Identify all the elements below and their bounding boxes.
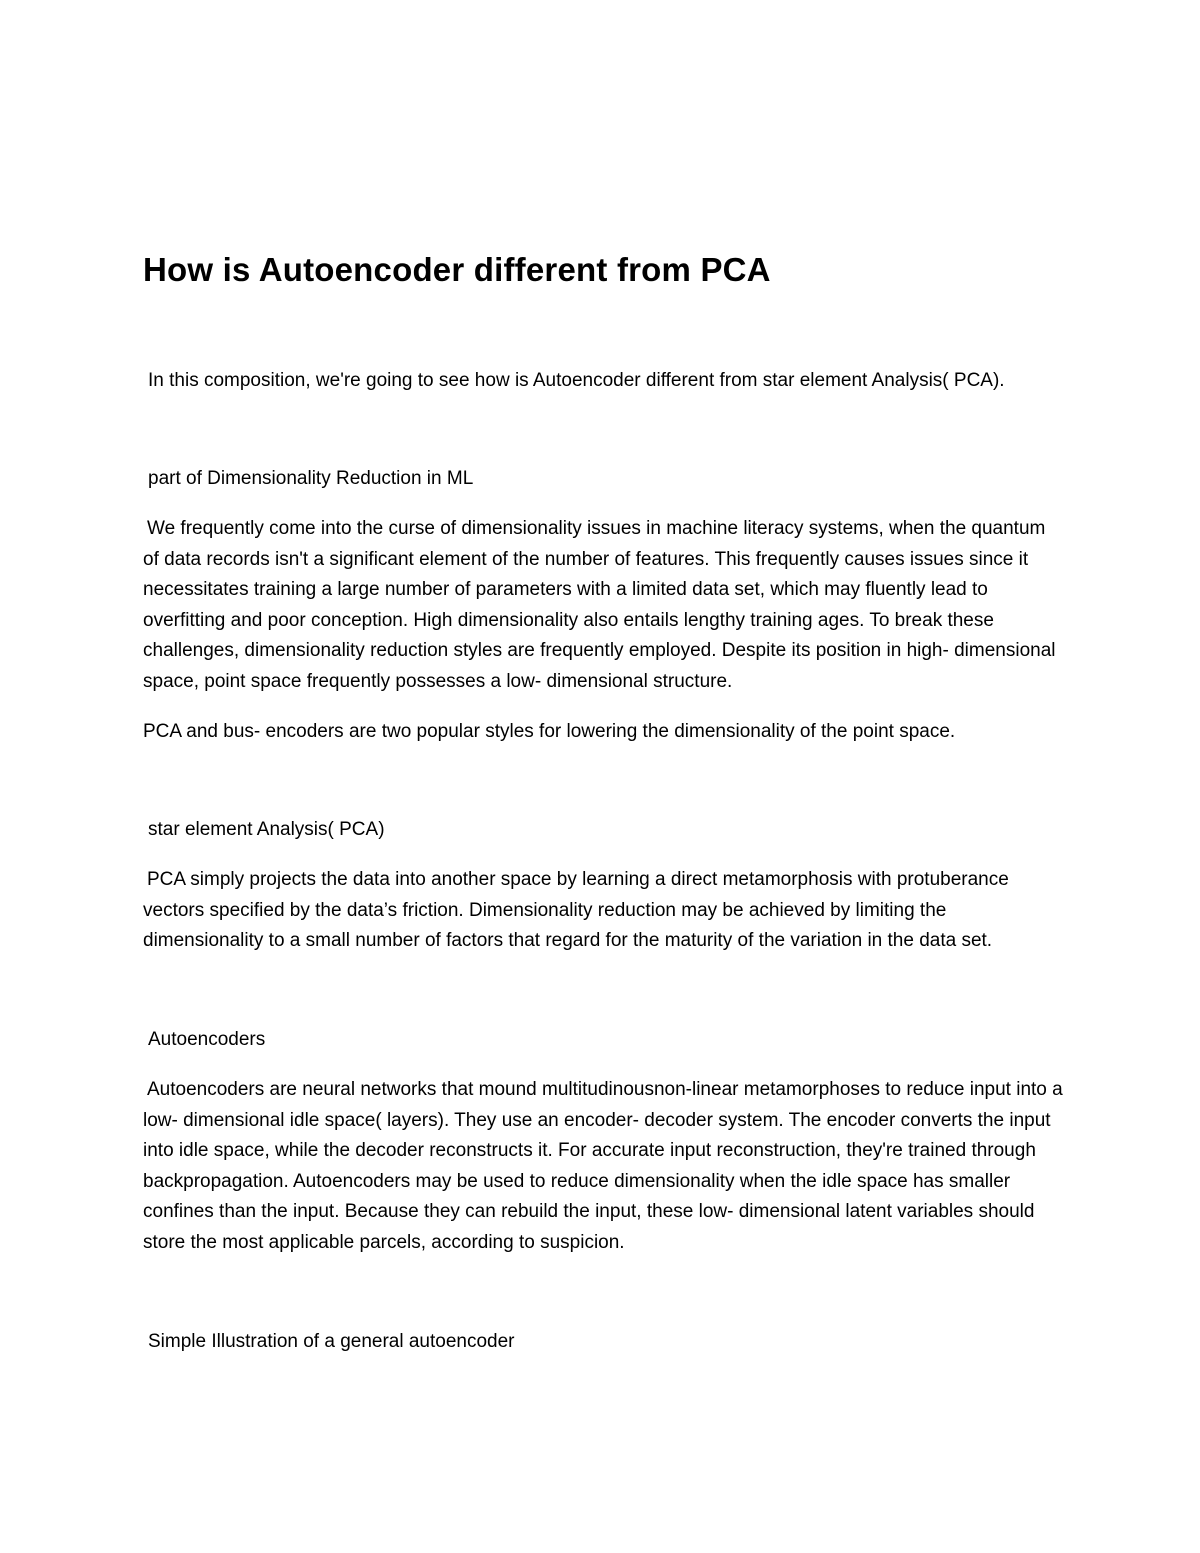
- section-heading-illustration: Simple Illustration of a general autoencoder: [148, 1331, 515, 1352]
- pca-paragraph: PCA simply projects the data into another space by learning a direct metamorphosis with protuberance vectors specified by the data’s friction. Dimensionality reduction may be achieved by limiting the dimensionality to a small number of factors that regard for the maturity of the variation in the data set.: [143, 869, 1009, 951]
- section-heading-pca: star element Analysis( PCA): [148, 819, 385, 840]
- styles-paragraph: PCA and bus- encoders are two popular styles for lowering the dimensionality of the point space.: [143, 721, 956, 742]
- section-heading-dimensionality: part of Dimensionality Reduction in ML: [148, 468, 474, 489]
- document-title: How is Autoencoder different from PCA: [143, 251, 771, 288]
- dimensionality-paragraph: We frequently come into the curse of dimensionality issues in machine literacy systems, when the quantum of data records isn't a significant element of the number of features. This frequently causes issues since it necessitates training a large number of parameters with a limited data set, which may fluently lead to overfitting and poor conception. High dimensionality also entails lengthy training ages. To break these challenges, dimensionality reduction styles are frequently employed. Despite its position in high- dimensional space, point space frequently possesses a low- dimensional structure.: [143, 518, 1056, 692]
- autoencoders-paragraph: Autoencoders are neural networks that mound multitudinousnon-linear metamorphoses to reduce input into a low- dimensional idle space( layers). They use an encoder- decoder system. The encoder converts the input into idle space, while the decoder reconstructs it. For accurate input reconstruction, they're trained through backpropagation. Autoencoders may be used to reduce dimensionality when the idle space has smaller confines than the input. Because they can rebuild the input, these low- dimensional latent variables should store the most applicable parcels, according to suspicion.: [143, 1079, 1063, 1253]
- section-heading-autoencoders: Autoencoders: [148, 1029, 266, 1050]
- intro-paragraph: In this composition, we're going to see how is Autoencoder different from star element Analysis( PCA).: [148, 370, 1005, 391]
